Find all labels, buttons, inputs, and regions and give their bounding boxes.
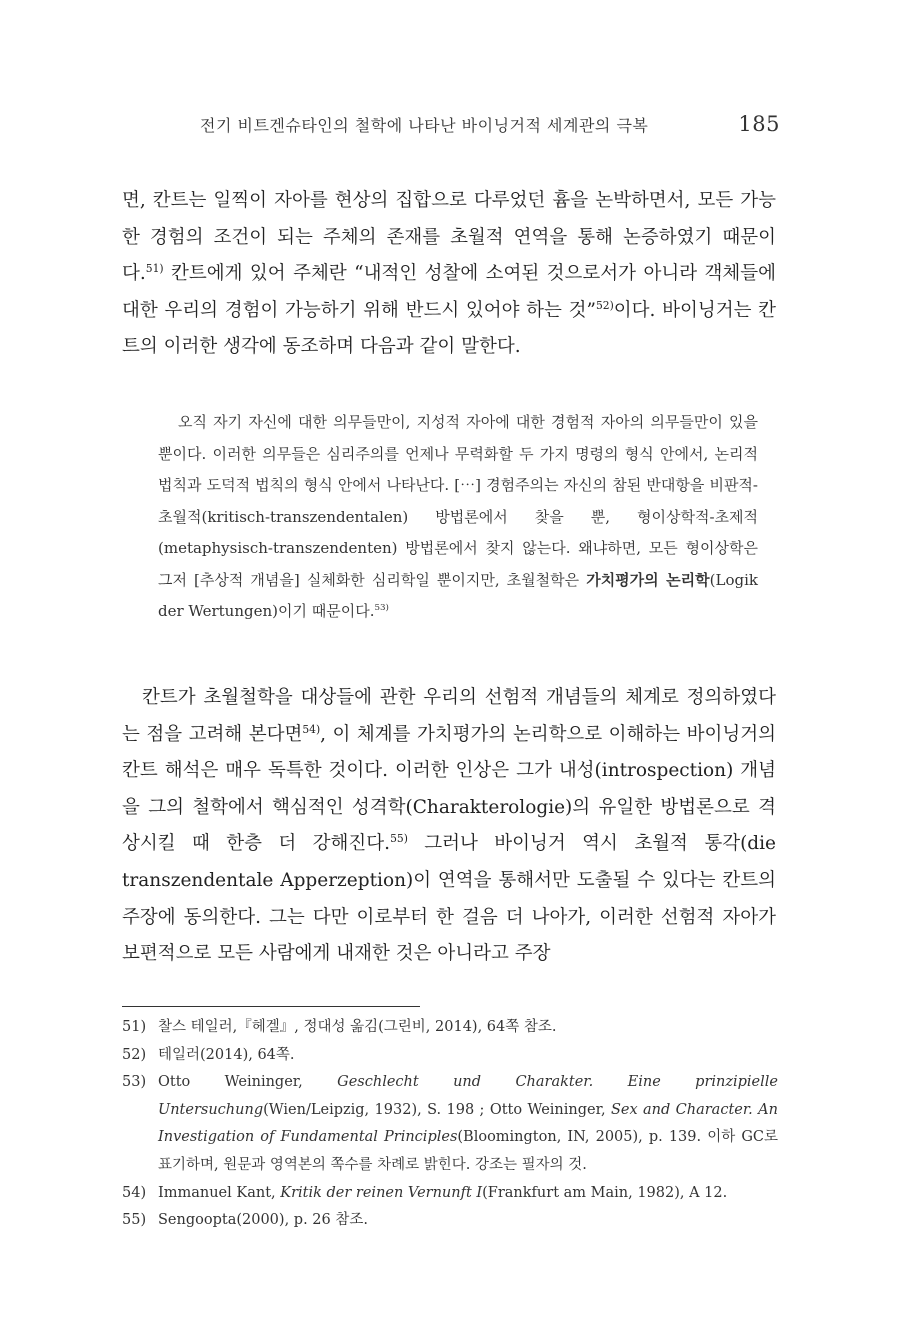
para1-text-c: 이다. 바이닝거는 칸트의 이러한 생각에 동조하며 다음과 같이 말한다. xyxy=(122,299,776,358)
page-number: 185 xyxy=(738,112,780,136)
para1-text-b: 칸트에게 있어 주체란 “내적인 성찰에 소여된 것으로서가 아니라 객체들에 대한 우리의 경험이 가능하기 위해 반드시 있어야 하는 것” xyxy=(122,263,776,321)
block-quote xyxy=(158,407,758,628)
book-title: Geschlecht und Charakter. Eine prinzipielle Untersuchung xyxy=(158,1074,778,1118)
footnotes xyxy=(122,1014,778,1235)
quote-text-b: (Logik der Wertungen)이기 때문이다. xyxy=(158,570,758,620)
footnote-text: Sengoopta(2000), p. 26 참조. xyxy=(158,1212,368,1229)
footnote-number: 54) xyxy=(122,1184,147,1201)
footnote-text-part: (Bloomington, IN, 2005), p. 139. 이하 GC로 표기하며, 원문과 영역본의 쪽수를 차례로 밝힌다. 강조는 필자의 것. xyxy=(158,1129,779,1173)
footnote-text: 찰스 테일러,『헤겔』, 정대성 옮김(그린비, 2014), 64쪽 참조. xyxy=(158,1019,557,1035)
footnote-text-part: (Wien/Leipzig, 1932), S. 198 ; Otto Weininger, xyxy=(263,1101,611,1118)
footnote-ref-55[interactable]: 55) xyxy=(390,832,408,846)
footnote-divider xyxy=(122,1006,420,1007)
running-header xyxy=(200,112,780,142)
footnote-text-part: Otto Weininger, xyxy=(158,1074,338,1091)
footnote-51 xyxy=(122,1014,778,1042)
body-paragraph-1 xyxy=(122,183,776,366)
para2-text-a: 칸트가 초월철학을 대상들에 관한 우리의 선험적 개념들의 체계로 정의하였다는 점을 고려해 본다면 xyxy=(122,687,776,745)
footnote-number: 55) xyxy=(122,1212,147,1229)
para2-text-b: , 이 체계를 가치평가의 논리학으로 이해하는 바이닝거의 칸트 해석은 매우 독특한 것이다. 이러한 인상은 그가 내성(introspection) 개념을 그의 철학에서 핵심적인 성격학(Charakterologie)의 유일한 방법론으로 격상시킬 때 한층 더 강해진다. xyxy=(122,723,776,855)
footnote-number: 51) xyxy=(122,1019,147,1035)
para2-text-c: 그러나 바이닝거 역시 초월적 통각(die transzendentale Apperzeption)이 연역을 통해서만 도출될 수 있다는 칸트의 주장에 동의한다. 그는 다만 이로부터 한 걸음 더 나아가, 이러한 선험적 자아가 보편적으로 모든 사람에게 내재한 것은 아니라고 주장 xyxy=(122,833,776,965)
footnote-ref-54[interactable]: 54) xyxy=(302,722,321,736)
body-paragraph-2 xyxy=(122,680,776,973)
footnote-text-part: Immanuel Kant, xyxy=(158,1184,281,1201)
footnote-52 xyxy=(122,1042,778,1070)
footnote-53 xyxy=(122,1069,778,1179)
para1-text-a: 면, 칸트는 일찍이 자아를 현상의 집합으로 다루었던 흄을 논박하면서, 모든 가능한 경험의 조건이 되는 주체의 존재를 초월적 연역을 통해 논증하였기 때문이다. xyxy=(122,190,776,285)
footnote-ref-53[interactable]: 53) xyxy=(374,603,389,613)
book-title: Kritik der reinen Vernunft I xyxy=(280,1184,483,1201)
footnote-number: 52) xyxy=(122,1046,147,1063)
footnote-text xyxy=(158,1069,778,1179)
footnote-text xyxy=(158,1180,778,1208)
book-title: Sex and Character. An Investigation of Fundamental Principles xyxy=(158,1101,778,1146)
footnote-54 xyxy=(122,1180,778,1208)
footnote-text-part: (Frankfurt am Main, 1982), A 12. xyxy=(482,1184,728,1201)
footnote-ref-51[interactable]: 51) xyxy=(145,262,164,276)
footnote-55 xyxy=(122,1207,778,1235)
footnote-number: 53) xyxy=(122,1074,147,1091)
quote-text-a: 오직 자기 자신에 대한 의무들만이, 지성적 자아에 대한 경험적 자아의 의무들만이 있을 뿐이다. 이러한 의무들은 심리주의를 언제나 무력화할 두 가지 명령의 형식 안에서, 논리적 법칙과 도덕적 법칙의 형식 안에서 나타난다. [⋯] 경험주의는 자신의 참된 반대항을 비판적-초월적(kritisch-transzendentalen) 방법론에서 찾을 뿐, 형이상학적-초제적(metaphysisch-transzendenten) 방법론에서 찾지 않는다. 왜냐하면, 모든 형이상학은 그저 [추상적 개념을] 실체화한 심리학일 뿐이지만, 초월철학은 xyxy=(158,413,758,589)
running-title: 전기 비트겐슈타인의 철학에 나타난 바이닝거적 세계관의 극복 xyxy=(200,116,649,135)
footnote-ref-52[interactable]: 52) xyxy=(595,298,614,312)
footnote-text: 테일러(2014), 64쪽. xyxy=(158,1046,295,1063)
quote-emphasis: 가치평가의 논리학 xyxy=(586,570,710,589)
